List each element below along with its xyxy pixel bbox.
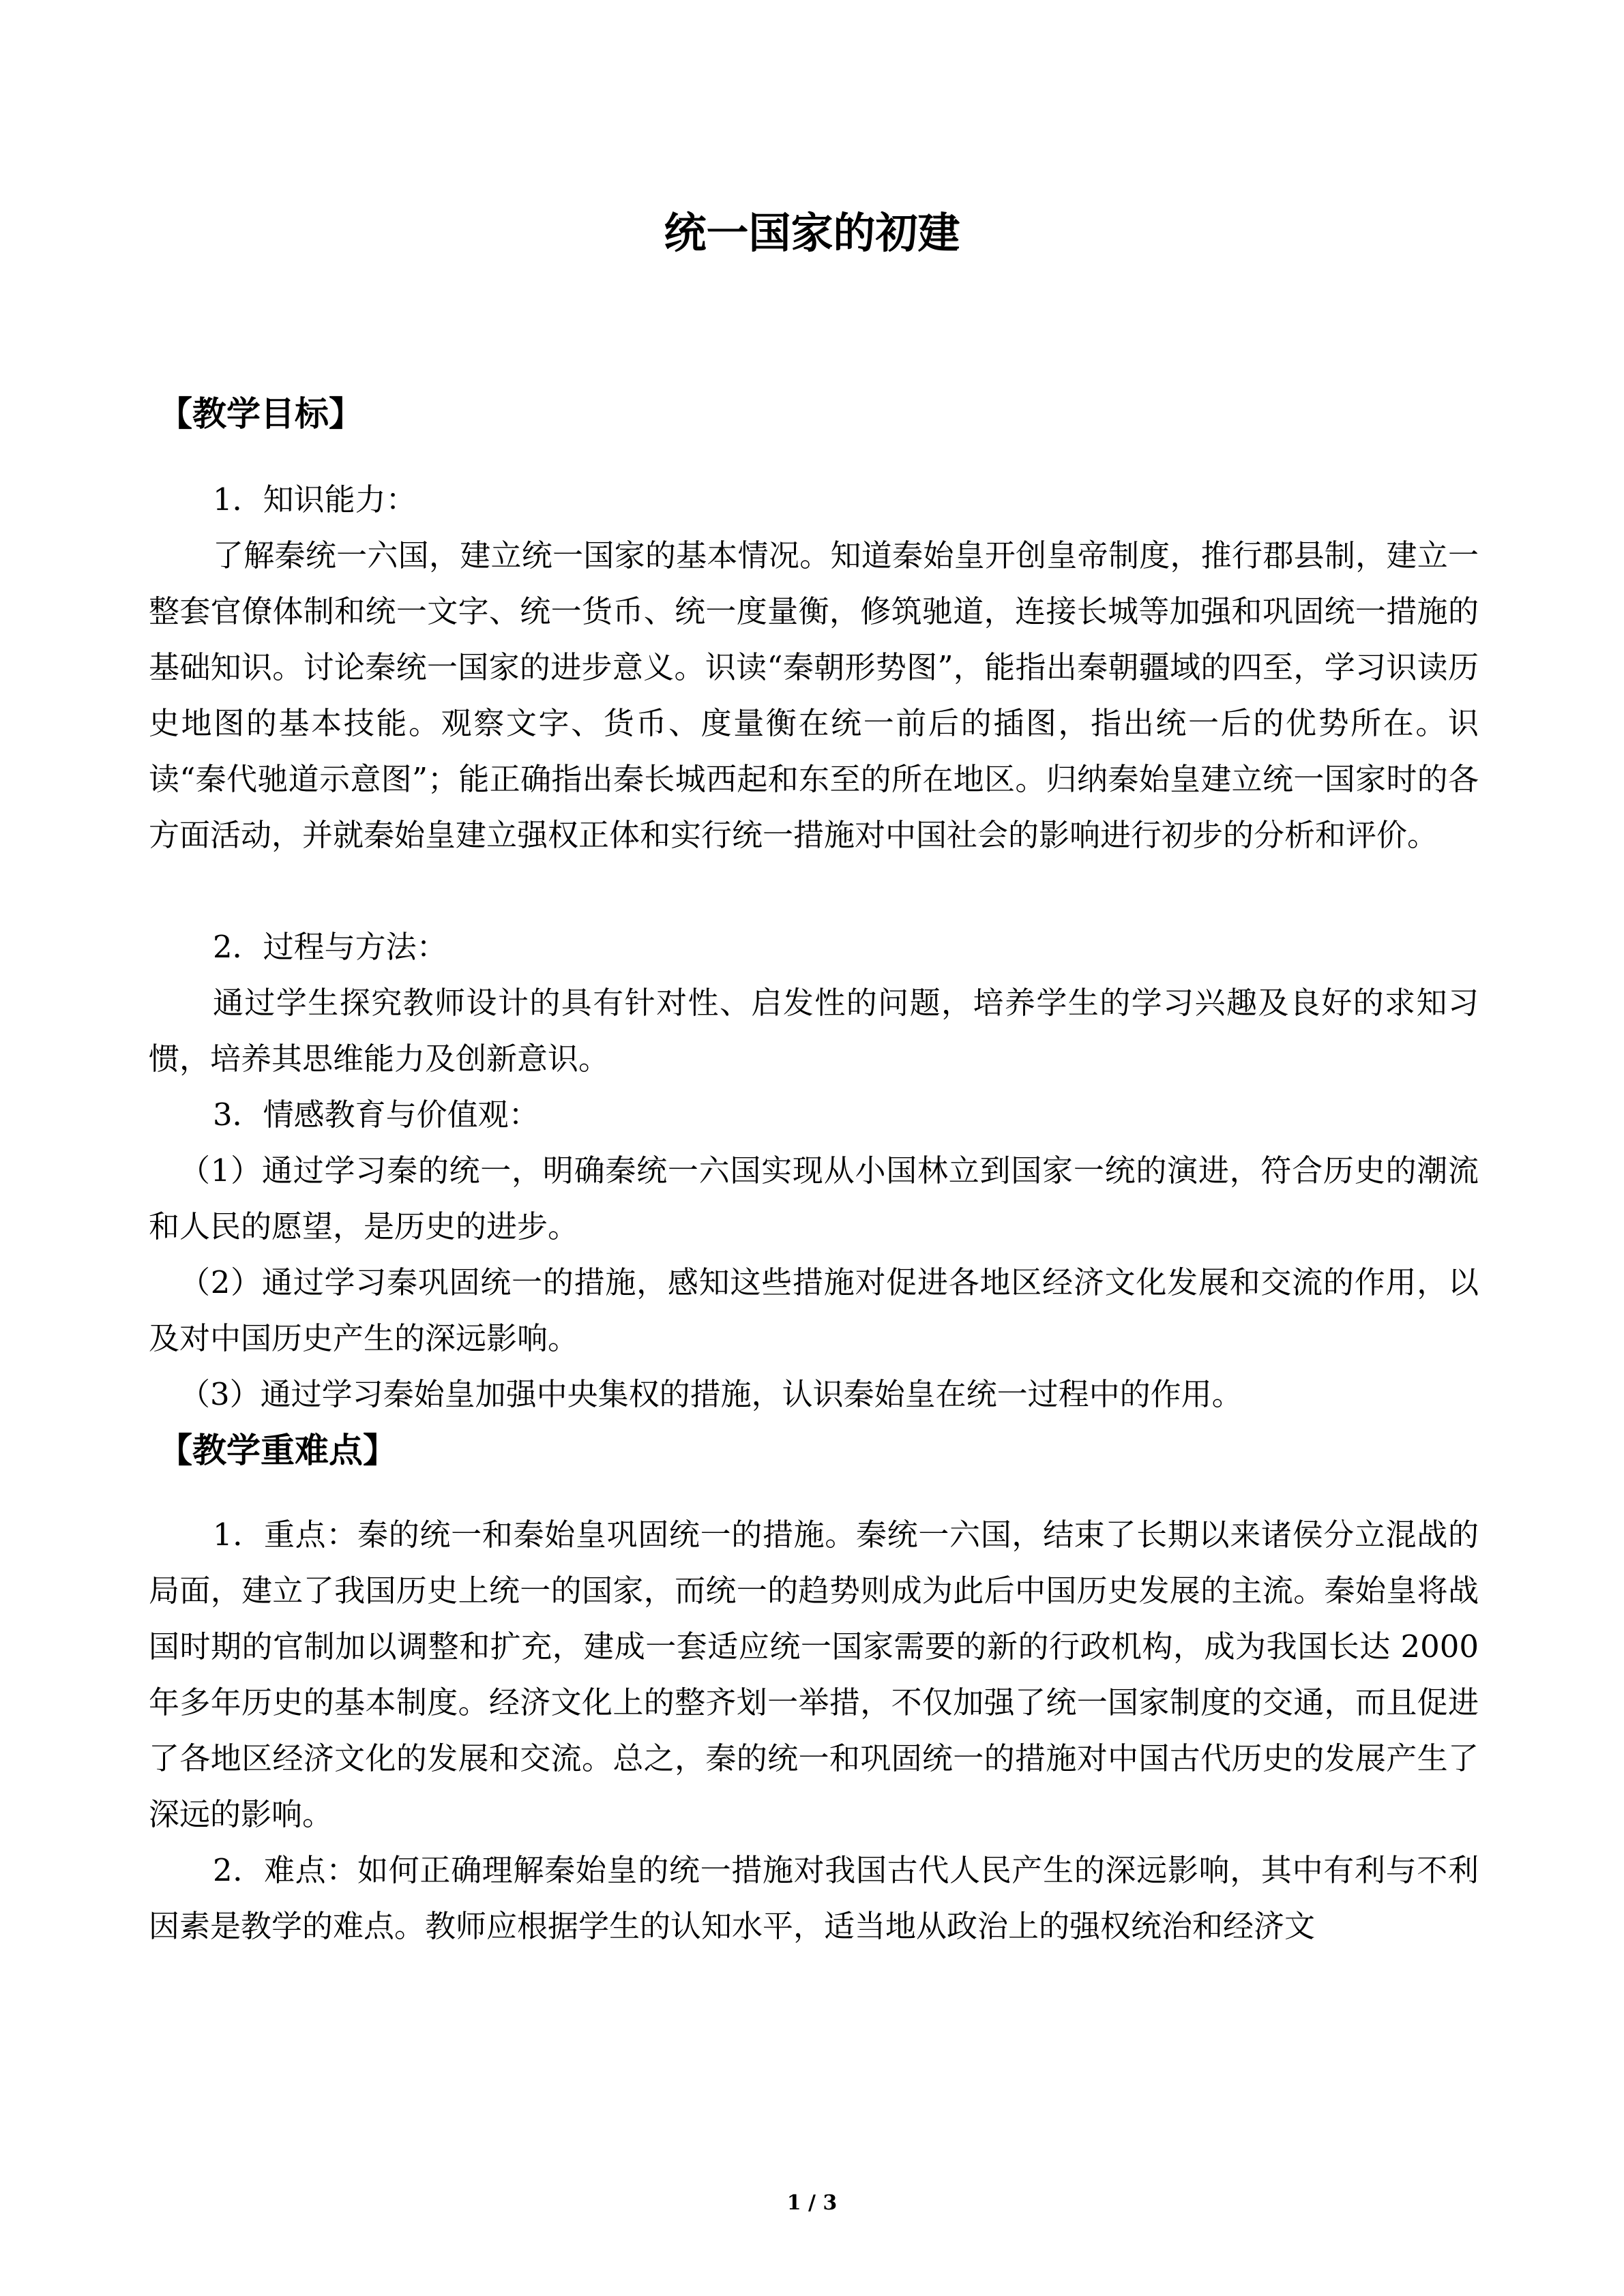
goal-1-label: 1．知识能力： [213, 481, 417, 518]
goal-3-sub-2: （2）通过学习秦巩固统一的措施，感知这些措施对促进各地区经济文化发展和交流的作用，以及对中国历史产生的深远影响。 [149, 1264, 1479, 1356]
goal-2-label: 2．过程与方法： [213, 929, 447, 965]
page-number: 1 / 3 [786, 2191, 838, 2215]
section-heading-goals: 【教学目标】 [158, 394, 363, 434]
goal-3-label: 3．情感教育与价值观： [213, 1097, 540, 1133]
goal-3-sub-3: （3）通过学习秦始皇加强中央集权的措施，认识秦始皇在统一过程中的作用。 [179, 1376, 1243, 1412]
goal-1-text: 了解秦统一六国，建立统一国家的基本情况。知道秦始皇开创皇帝制度，推行郡县制，建立一整套官僚体制和统一文字、统一货币、统一度量衡，修筑驰道，连接长城等加强和巩固统一措施的基础知识。讨论秦统一国家的进步意义。识读“秦朝形势图”，能指出秦朝疆域的四至，学习识读历史地图的基本技能。观察文字、货币、度量衡在统一前后的插图，指出统一后的优势所在。识读“秦代驰道示意图”；能正确指出秦长城西起和东至的所在地区。归纳秦始皇建立统一国家时的各方面活动，并就秦始皇建立强权正体和实行统一措施对中国社会的影响进行初步的分析和评价。 [149, 537, 1479, 853]
goal-2-text: 通过学生探究教师设计的具有针对性、启发性的问题，培养学生的学习兴趣及良好的求知习惯，培养其思维能力及创新意识。 [149, 985, 1479, 1077]
goal-3-sub-1: （1）通过学习秦的统一，明确秦统一六国实现从小国林立到国家一统的演进，符合历史的潮流和人民的愿望，是历史的进步。 [149, 1152, 1479, 1244]
keypoint-1-text: 1．重点：秦的统一和秦始皇巩固统一的措施。秦统一六国，结束了长期以来诸侯分立混战的局面，建立了我国历史上统一的国家，而统一的趋势则成为此后中国历史发展的主流。秦始皇将战国时期的官制加以调整和扩充，建成一套适应统一国家需要的新的行政机构，成为我国长达 2000 年多年历史的基本制度。经济文化上的整齐划一举措，不仅加强了统一国家制度的交通，而且促进了各地区经济文化的发展和交流。总之，秦的统一和巩固统一的措施对中国古代历史的发展产生了深远的影响。 [149, 1517, 1479, 1832]
keypoint-2-text: 2．难点：如何正确理解秦始皇的统一措施对我国古代人民产生的深远影响，其中有利与不利因素是教学的难点。教师应根据学生的认知水平，适当地从政治上的强权统治和经济文 [149, 1852, 1479, 1944]
document-title: 统一国家的初建 [664, 208, 960, 258]
section-heading-keypoints: 【教学重难点】 [158, 1431, 397, 1470]
